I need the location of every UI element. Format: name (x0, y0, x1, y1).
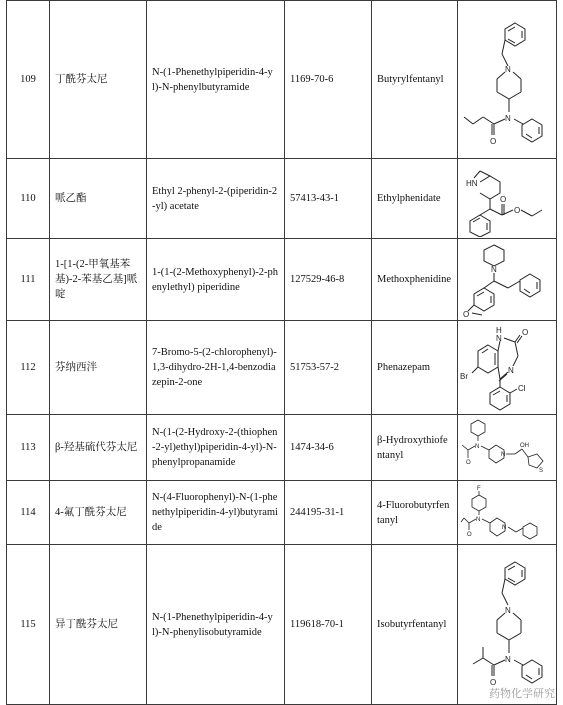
iupac-name: N-(1-Phenethylpiperidin-4-yl)-N-phenylisobutyramide (147, 545, 285, 705)
table-row (7, 545, 557, 705)
structure-cell (458, 545, 557, 705)
table-row (7, 481, 557, 545)
row-number: 109 (7, 1, 50, 159)
table-row (7, 239, 557, 321)
atom-label: S (538, 467, 543, 474)
iupac-name: N-(4-Fluorophenyl)-N-(1-phenethylpiperidin-4-yl)butyramide (147, 481, 285, 545)
chinese-name: 芬纳西泮 (50, 321, 147, 415)
atom-label: N (504, 65, 511, 74)
atom-label: O (466, 531, 472, 538)
atom-label: N (504, 654, 511, 664)
chinese-name: 哌乙酯 (50, 159, 147, 239)
table-row (7, 321, 557, 415)
english-name: β-Hydroxythiofentanyl (372, 415, 458, 481)
english-name: 4-Fluorobutyrfentanyl (372, 481, 458, 545)
structure-cell (458, 1, 557, 159)
table-row (7, 415, 557, 481)
cas-number: 51753-57-2 (285, 321, 372, 415)
atom-label: O (521, 327, 528, 337)
atom-label: OH (519, 442, 529, 449)
structure-cell (458, 239, 557, 321)
atom-label: H (495, 325, 502, 335)
atom-label: O (462, 309, 469, 319)
butyrylfentanyl-structure-icon (460, 2, 555, 157)
structure-cell (458, 321, 557, 415)
hydroxythiofentanyl-structure-icon (460, 417, 555, 479)
methoxphenidine-structure-icon (460, 241, 555, 319)
cas-number: 244195-31-1 (285, 481, 372, 545)
substance-table (6, 0, 557, 705)
atom-label: N (504, 114, 511, 123)
chinese-name: 丁酰芬太尼 (50, 1, 147, 159)
atom-label: N (500, 451, 505, 458)
isobutyrfentanyl-structure-icon (460, 550, 555, 700)
cas-number: 119618-70-1 (285, 545, 372, 705)
iupac-name: 1-(1-(2-Methoxyphenyl)-2-phenylethyl) piperidine (147, 239, 285, 321)
atom-label: N (501, 524, 506, 531)
atom-label: O (513, 205, 520, 215)
atom-label: N (504, 605, 511, 615)
atom-label: O (465, 459, 471, 466)
chinese-name: 异丁酰芬太尼 (50, 545, 147, 705)
row-number: 113 (7, 415, 50, 481)
atom-label: N (474, 443, 479, 450)
cas-number: 1169-70-6 (285, 1, 372, 159)
structure-cell (458, 415, 557, 481)
iupac-name: Ethyl 2-phenyl-2-(piperidin-2-yl) acetate (147, 159, 285, 239)
table-row (7, 159, 557, 239)
row-number: 111 (7, 239, 50, 321)
atom-label: HN (465, 178, 478, 188)
row-number: 115 (7, 545, 50, 705)
iupac-name: 7-Bromo-5-(2-chlorophenyl)-1,3-dihydro-2H-1,4-benzodiazepin-2-one (147, 321, 285, 415)
atom-label: N (495, 333, 502, 343)
phenazepam-structure-icon (460, 323, 555, 413)
row-number: 110 (7, 159, 50, 239)
watermark: 药物化学研究 (489, 687, 555, 700)
english-name: Phenazepam (372, 321, 458, 415)
atom-label: O (489, 137, 496, 146)
iupac-name: N-(1-Phenethylpiperidin-4-yl)-N-phenylbutyramide (147, 1, 285, 159)
cas-number: 1474-34-6 (285, 415, 372, 481)
table-row (7, 1, 557, 159)
atom-label: Br (459, 371, 468, 381)
structure-cell (458, 159, 557, 239)
atom-label: N (507, 365, 514, 375)
english-name: Methoxphenidine (372, 239, 458, 321)
chinese-name: β-羟基硫代芬太尼 (50, 415, 147, 481)
row-number: 112 (7, 321, 50, 415)
atom-label: F (476, 485, 481, 492)
chinese-name: 4-氟丁酰芬太尼 (50, 481, 147, 545)
english-name: Butyrylfentanyl (372, 1, 458, 159)
atom-label: O (489, 677, 496, 687)
row-number: 114 (7, 481, 50, 545)
ethylphenidate-structure-icon (460, 161, 555, 237)
atom-label: N (475, 516, 480, 523)
iupac-name: N-(1-(2-Hydroxy-2-(thiophen-2-yl)ethyl)piperidin-4-yl)-N-phenylpropanamide (147, 415, 285, 481)
english-name: Isobutyrfentanyl (372, 545, 458, 705)
structure-cell (458, 481, 557, 545)
atom-label: N (490, 264, 497, 274)
cas-number: 127529-46-8 (285, 239, 372, 321)
atom-label: Cl (517, 383, 526, 393)
atom-label: O (499, 194, 506, 204)
chinese-name: 1-[1-(2-甲氧基苯基)-2-苯基乙基]哌啶 (50, 239, 147, 321)
fluorobutyrfentanyl-structure-icon (460, 483, 555, 543)
english-name: Ethylphenidate (372, 159, 458, 239)
cas-number: 57413-43-1 (285, 159, 372, 239)
